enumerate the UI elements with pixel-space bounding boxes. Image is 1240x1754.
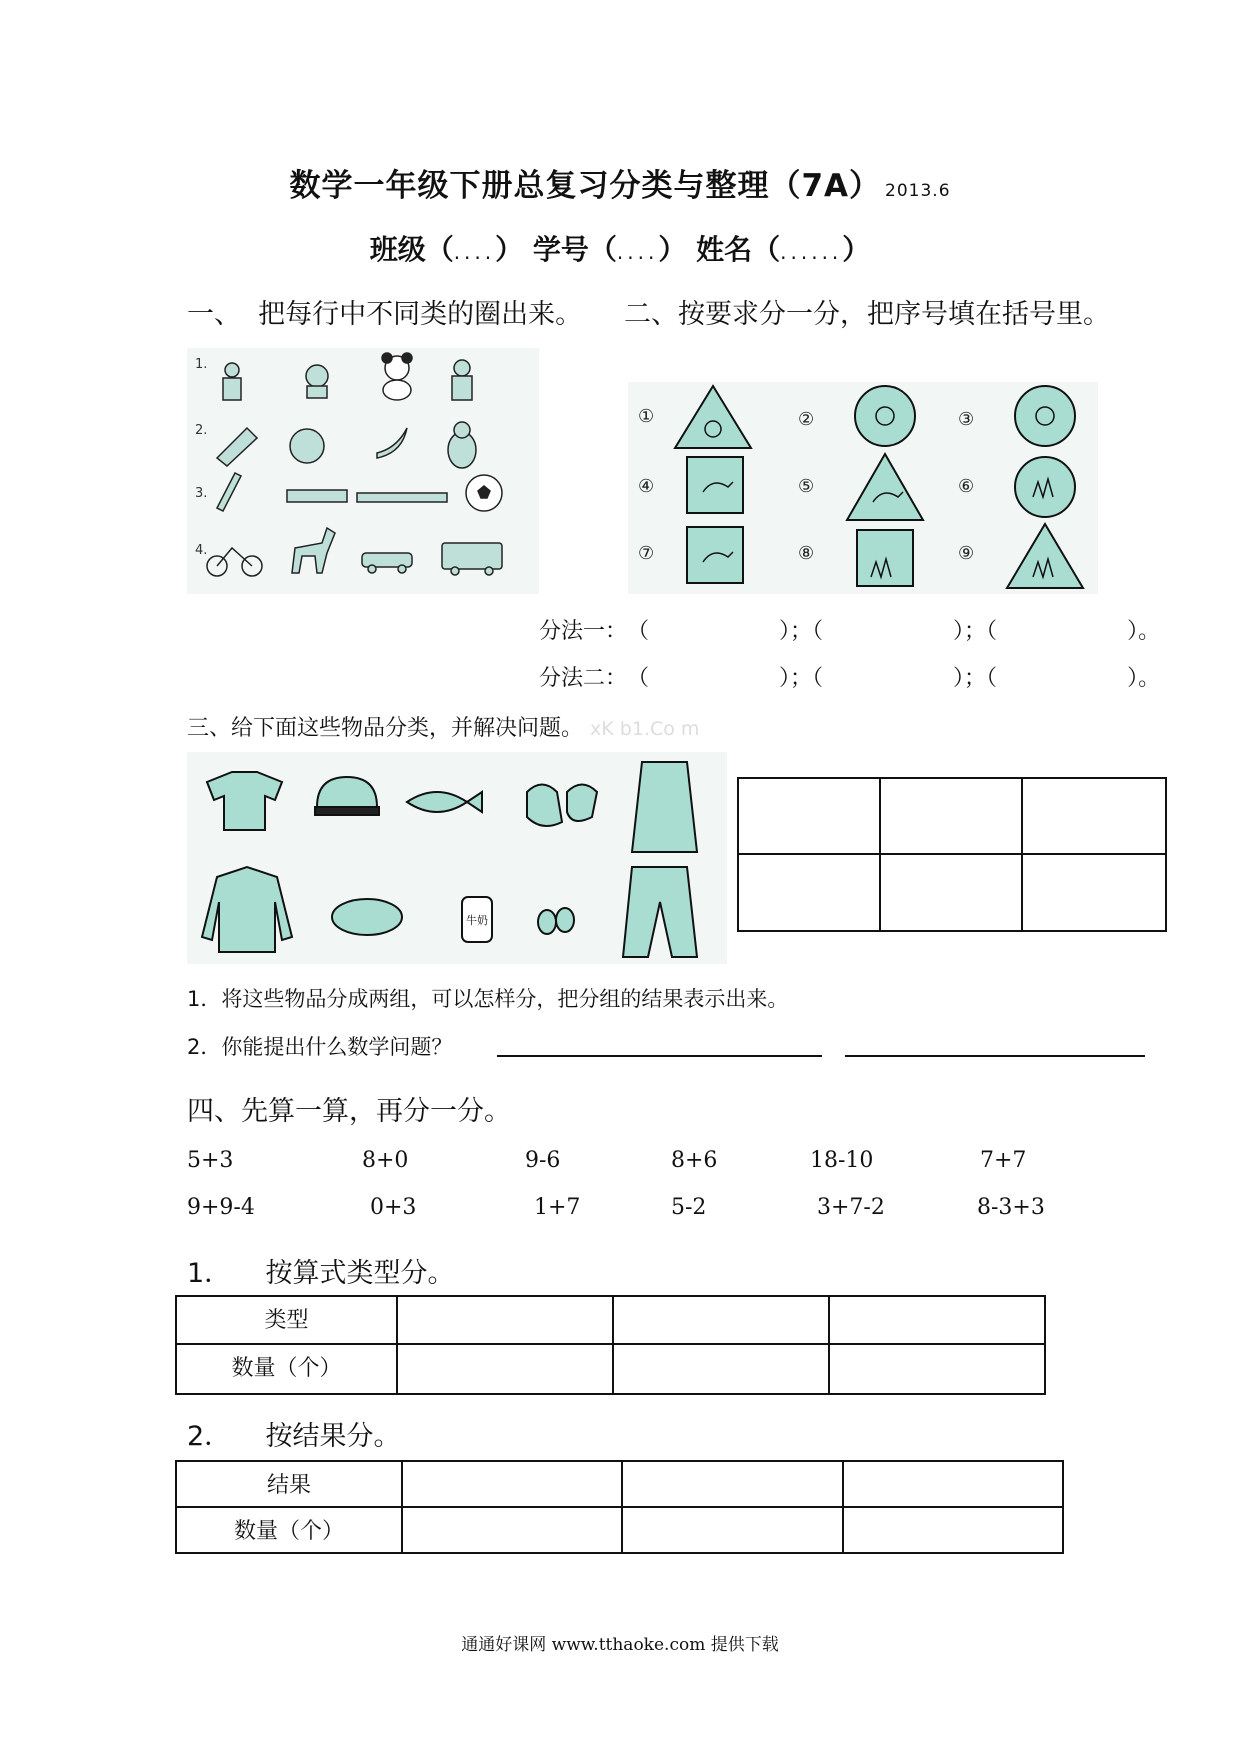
answer-grid[interactable] [737,777,1167,932]
number-close: ） [658,233,687,266]
class-field[interactable]: .... [453,240,496,264]
sub2-num: 2． [187,1421,232,1452]
triangle-flower-icon [675,386,751,448]
person-icon [223,363,241,400]
table-cell[interactable] [829,1344,1045,1394]
equation: 8+0 [362,1148,409,1173]
sub2-text: 按结果分。 [265,1421,401,1452]
answer-cell[interactable] [1023,779,1165,855]
table-cell[interactable] [843,1507,1063,1553]
sub1-heading [187,1251,455,1290]
car-icon [362,553,412,573]
panda-icon [382,353,412,400]
sub1-num: 1． [187,1258,232,1289]
table-cell[interactable] [829,1296,1045,1344]
section4-heading: 四、先算一算，再分一分。 [187,1096,511,1127]
table-cell[interactable] [613,1296,829,1344]
item-number: ⑨ [958,543,975,564]
answer-line[interactable] [497,1055,822,1057]
fenfa-label: 分法一： [539,619,628,644]
title-main: 数学一年级下册总复习分类与整理（7A） [289,168,882,204]
answer-cell[interactable] [881,779,1023,855]
sub2-heading [187,1414,401,1453]
cabbage-icon [332,899,402,935]
section3-heading [187,711,699,742]
section2-heading: 二、按要求分一分，把序号填在括号里。 [624,299,1110,330]
square-bird-icon [687,457,743,513]
answer-cell[interactable] [1023,855,1165,931]
table-cell[interactable] [397,1296,613,1344]
table-cell[interactable] [622,1507,842,1553]
table-cell[interactable] [402,1507,622,1553]
equation: 5-2 [671,1195,707,1220]
count-label: 数量（个） [176,1507,402,1553]
paren: ）；（ [953,666,998,691]
fish-icon [407,792,482,812]
ruler-icon [357,493,447,502]
equation: 7+7 [980,1148,1027,1173]
footer: 通通好课网 www.tthaoke.com 提供下载 [461,1635,779,1655]
banana-icon [377,428,407,458]
hat-icon [317,777,377,807]
result-label: 结果 [176,1461,402,1507]
type-table [175,1295,1046,1395]
paren: （ [627,619,650,644]
class-label: 班级（ [369,233,454,266]
row-number: 2. [195,423,208,438]
pear-icon [448,422,476,468]
square-grass-icon [857,530,913,586]
square-bird-icon [687,527,743,583]
egg-icon [538,910,556,934]
answer-cell[interactable] [739,779,881,855]
section1-text: 把每行中不同类的圈出来。 [258,299,583,330]
item-number: ① [638,406,655,427]
section3-picture [187,752,727,964]
item-number: ⑥ [958,476,975,497]
equation: 9-6 [525,1148,561,1173]
skirt-icon [632,762,697,852]
triangle-bird-icon [847,454,923,520]
name-label: 姓名（ [696,233,781,266]
child-icon [306,365,328,398]
section1-num: 一、 [187,299,241,330]
question-1: 1．将这些物品分成两组，可以怎样分，把分组的结果表示出来。 [187,987,789,1011]
boy-icon [452,360,472,400]
table-cell[interactable] [843,1461,1063,1507]
answer-cell[interactable] [739,855,881,931]
row-number: 3. [195,486,208,501]
item-number: ③ [958,409,975,430]
row-number: 1. [195,357,208,372]
bicycle-icon [207,548,262,576]
tshirt-icon [207,772,282,830]
carrot-icon [217,428,257,466]
answer-cell[interactable] [881,855,1023,931]
answer-line[interactable] [845,1055,1145,1057]
section2-picture [628,382,1098,594]
circle-flower-icon [1015,386,1075,446]
fenfa-label: 分法二： [539,666,628,691]
sub1-text: 按算式类型分。 [265,1258,455,1289]
item-number: ② [798,409,815,430]
equation: 8-3+3 [977,1195,1045,1220]
table-cell[interactable] [622,1461,842,1507]
question-2: 2．你能提出什么数学问题？ [187,1035,453,1059]
count-label: 数量（个） [176,1344,397,1394]
apple-icon [290,429,324,463]
equation: 18-10 [810,1148,874,1173]
egg-icon [556,908,574,932]
name-field[interactable]: ...... [780,240,843,264]
pencil-icon [217,473,241,511]
number-field[interactable]: .... [616,240,659,264]
section1-picture [187,348,539,594]
page-title [0,160,1240,205]
equation: 0+3 [370,1195,417,1220]
equation: 5+3 [187,1148,234,1173]
equation: 8+6 [671,1148,718,1173]
paren: （ [627,666,650,691]
type-label: 类型 [176,1296,397,1344]
paren: ）。 [1127,666,1161,691]
jacket-icon [202,867,292,952]
triangle-grass-icon [1007,524,1083,588]
bus-icon [442,543,502,575]
class-close: ） [495,233,524,266]
item-number: ⑧ [798,543,815,564]
horse-icon [292,528,335,573]
paren: ）；（ [953,619,998,644]
result-table [175,1460,1064,1554]
pants-icon [623,867,697,957]
paren: ）。 [1127,619,1161,644]
section1-heading [187,292,582,331]
equation: 3+7-2 [817,1195,885,1220]
item-number: ⑦ [638,543,655,564]
row-number: 4. [195,543,208,558]
table-cell[interactable] [402,1461,622,1507]
student-info [0,228,1240,268]
equation: 9+9-4 [187,1195,255,1220]
section3-text: 三、给下面这些物品分类，并解决问题。 [187,716,584,741]
fenfa-1 [539,614,1160,645]
eraser-icon [287,490,347,502]
milk-label: 牛奶 [466,914,488,927]
item-number: ④ [638,476,655,497]
name-close: ） [842,233,871,266]
watermark: xK b1.Co m [590,718,700,740]
table-cell[interactable] [613,1344,829,1394]
equation: 1+7 [534,1195,581,1220]
number-label: 学号（ [532,233,617,266]
item-number: ⑤ [798,476,815,497]
paren: ）；（ [779,619,824,644]
gloves-icon [527,785,597,827]
paren: ）；（ [779,666,824,691]
title-date: 2013.6 [885,181,951,201]
fenfa-2 [539,661,1160,692]
ball-icon [466,475,502,511]
circle-flower-icon [855,386,915,446]
table-cell[interactable] [397,1344,613,1394]
